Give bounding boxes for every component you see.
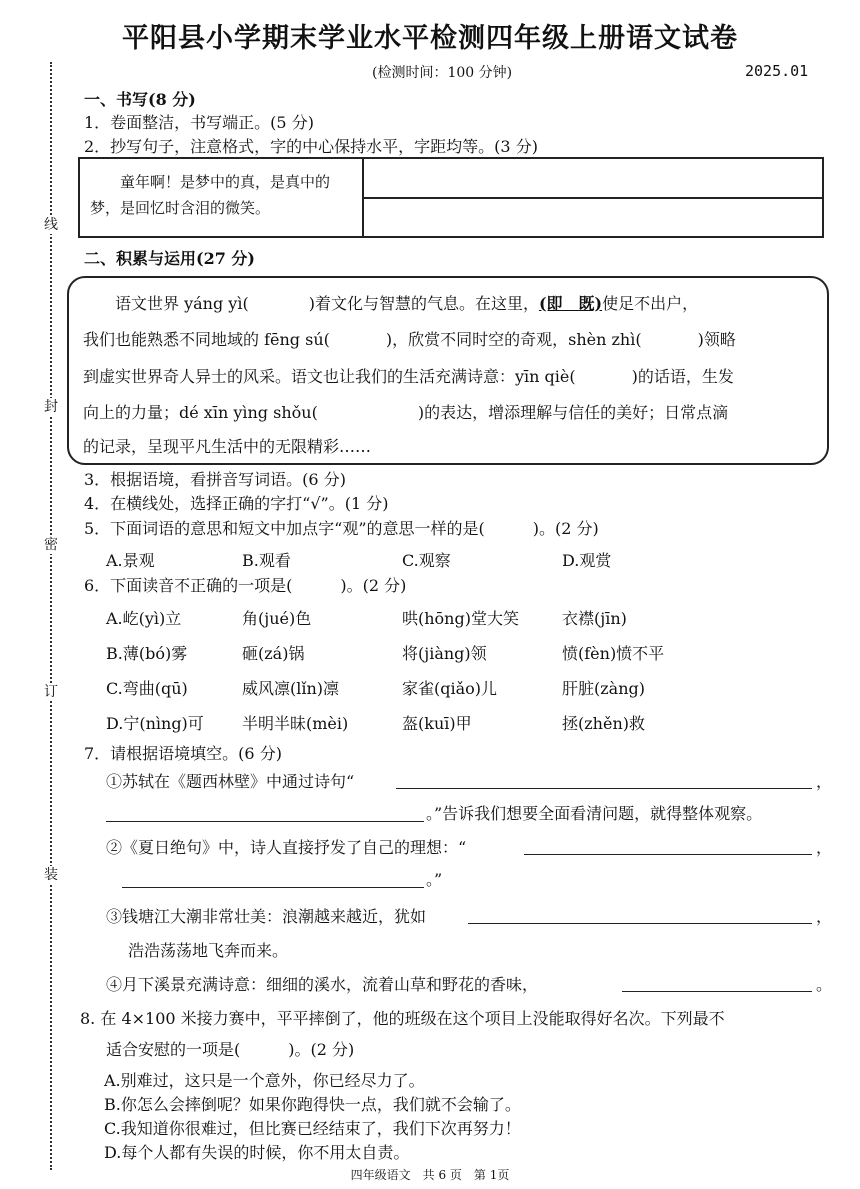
q7-comma-2: ，	[816, 838, 833, 857]
copy-source-text: 童年啊！是梦中的真，是真中的梦，是回忆时含泪的微笑。	[90, 173, 331, 217]
question-4: 4．在横线处，选择正确的字打“√”。(1 分)	[84, 494, 389, 513]
q7-blank-2b[interactable]	[122, 871, 424, 888]
question-2: 2．抄写句子，注意格式，字的中心保持水平，字距均等。(3 分)	[84, 137, 538, 156]
q5-option-b[interactable]: B.观看	[242, 551, 291, 570]
q7-comma-1: ，	[816, 772, 833, 791]
passage-line-1: 语文世界 yáng yì( )着文化与智慧的气息。在这里，(即 既)使足不出户，	[115, 294, 699, 313]
section2-heading: 二、积累与运用(27 分)	[84, 249, 255, 268]
q6-row-a-col1[interactable]: A.屹(yì)立	[106, 609, 182, 628]
q8-option-d[interactable]: D.每个人都有失误的时候，你不用太自责。	[104, 1143, 410, 1162]
binding-char-ding: 订	[44, 684, 58, 700]
question-8: 8. 在 4×100 米接力赛中，平平摔倒了，他的班级在这个项目上没能取得好名次。下列最不	[80, 1009, 725, 1028]
q7-blank-1a[interactable]	[396, 772, 812, 789]
q7-blank-4[interactable]	[622, 975, 812, 992]
binding-char-feng: 封	[44, 399, 58, 415]
q6-row-a-col2: 角(jué)色	[242, 609, 312, 628]
exam-date: 2025.01	[745, 62, 809, 80]
question-1: 1．卷面整洁，书写端正。(5 分)	[84, 113, 314, 132]
q5-option-c[interactable]: C.观察	[402, 551, 451, 570]
q6-row-a-col3: 哄(hōng)堂大笑	[402, 609, 519, 628]
q6-row-d-col4: 拯(zhěn)救	[562, 714, 645, 733]
page-footer: 四年级语文 共 6 页 第 1页	[350, 1168, 510, 1182]
passage-line-4: 向上的力量；dé xīn yìng shǒu( )的表达，增添理解与信任的美好；日常点滴	[83, 403, 729, 422]
q6-row-c-col1[interactable]: C.弯曲(qū)	[106, 679, 188, 698]
q6-row-c-col4: 肝脏(zàng)	[562, 679, 646, 698]
question-7: 7．请根据语境填空。(6 分)	[84, 744, 282, 763]
q7-item-1-tail: 。”告诉我们想要全面看清问题，就得整体观察。	[426, 804, 763, 823]
q7-comma-3: ，	[816, 907, 833, 926]
copy-writing-box	[78, 157, 824, 238]
reading-passage-box	[67, 276, 829, 465]
q5-option-a[interactable]: A.景观	[106, 551, 155, 570]
q6-row-c-col3: 家雀(qiǎo)儿	[402, 679, 498, 698]
question-3: 3．根据语境，看拼音写词语。(6 分)	[84, 470, 346, 489]
q6-row-a-col4: 衣襟(jīn)	[562, 609, 627, 628]
passage-line-3: 到虚实世界奇人异士的风采。语文也让我们的生活充满诗意：yīn qiè( )的话语，生发	[83, 367, 734, 386]
section1-heading: 一、书写(8 分)	[84, 90, 196, 109]
q7-item-1-text: ①苏轼在《题西林壁》中通过诗句“	[106, 772, 355, 791]
q8-option-a[interactable]: A.别难过，这只是一个意外，你已经尽力了。	[104, 1071, 425, 1090]
q6-row-d-col1[interactable]: D.宁(nìng)可	[106, 714, 204, 733]
exam-time: (检测时间：100 分钟)	[372, 65, 513, 81]
q7-blank-1b[interactable]	[106, 805, 424, 822]
binding-char-zhuang: 装	[44, 867, 58, 883]
question-8-cont: 适合安慰的一项是( )。(2 分)	[106, 1040, 355, 1059]
q7-item-2-text: ②《夏日绝句》中，诗人直接抒发了自己的理想：“	[106, 838, 467, 857]
q6-row-d-col3: 盔(kuī)甲	[402, 714, 472, 733]
page-title: 平阳县小学期末学业水平检测四年级上册语文试卷	[122, 23, 738, 54]
question-6: 6．下面读音不正确的一项是( )。(2 分)	[84, 576, 407, 595]
copy-writing-line[interactable]	[364, 197, 822, 199]
q7-blank-2a[interactable]	[524, 838, 812, 855]
q6-row-c-col2: 威风凛(lǐn)凛	[242, 679, 340, 698]
binding-char-xian: 线	[44, 217, 58, 233]
q8-option-c[interactable]: C.我知道你很难过，但比赛已经结束了，我们下次再努力！	[104, 1119, 521, 1138]
q6-row-d-col2: 半明半昧(mèi)	[242, 714, 349, 733]
q7-item-2-tail: 。”	[426, 870, 443, 889]
q7-item-3-tail: 浩浩荡荡地飞奔而来。	[128, 941, 289, 960]
binding-char-mi: 密	[44, 537, 58, 553]
q6-row-b-col3: 将(jiàng)领	[402, 644, 487, 663]
q8-option-b[interactable]: B.你怎么会摔倒呢？如果你跑得快一点，我们就不会输了。	[104, 1095, 521, 1114]
q6-row-b-col2: 砸(zá)锅	[242, 644, 305, 663]
q7-item-4-text: ④月下溪景充满诗意：细细的溪水，流着山草和野花的香味，	[106, 975, 539, 994]
q6-row-b-col1[interactable]: B.薄(bó)雾	[106, 644, 188, 663]
passage-line-5: 的记录，呈现平凡生活中的无限精彩……	[83, 437, 372, 456]
q5-option-d[interactable]: D.观赏	[562, 551, 612, 570]
q7-period-4: 。	[816, 975, 833, 994]
q6-row-b-col4: 愤(fèn)愤不平	[562, 644, 665, 663]
passage-line-2: 我们也能熟悉不同地域的 fēng sú( )，欣赏不同时空的奇观，shèn zhì( )领略	[83, 330, 736, 349]
q7-blank-3[interactable]	[468, 907, 812, 924]
q7-item-3-text: ③钱塘江大潮非常壮美：浪潮越来越近，犹如	[106, 907, 427, 926]
char-choice[interactable]: (即 既)	[538, 294, 603, 313]
question-5: 5．下面词语的意思和短文中加点字“观”的意思一样的是( )。(2 分)	[84, 519, 599, 538]
